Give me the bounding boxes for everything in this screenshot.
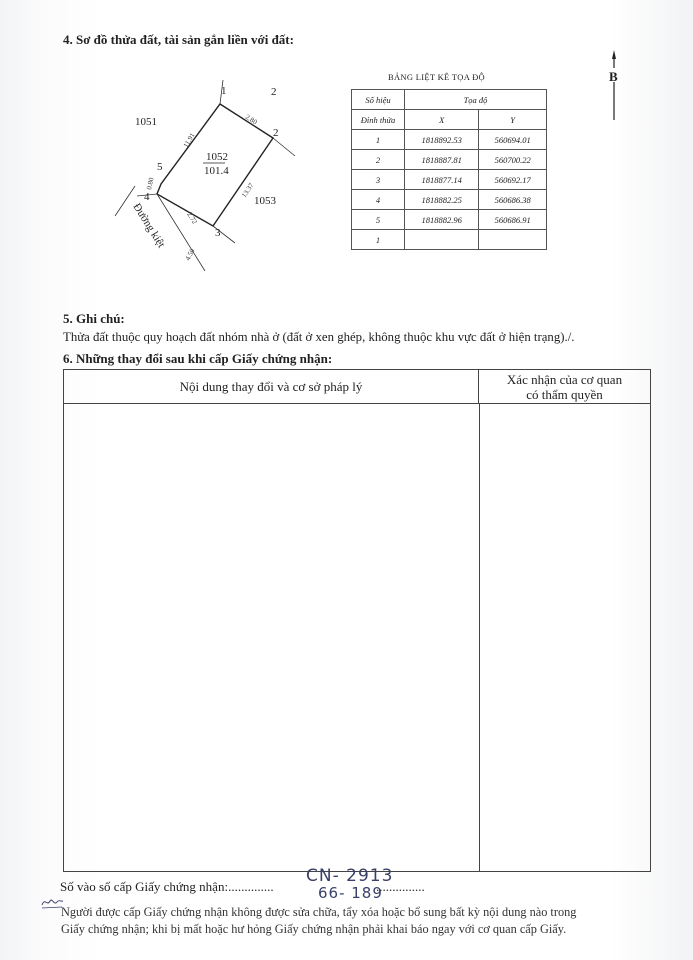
table-row: 4 1818882.25 560686.38 [352, 190, 547, 210]
road-name: Đường kiệt [130, 201, 168, 250]
vertex-2-top: 2 [271, 86, 277, 98]
section6-title: 6. Những thay đổi sau khi cấp Giấy chứng nhận: [63, 351, 333, 366]
neighbor-1051: 1051 [135, 116, 157, 128]
north-label: B [609, 69, 618, 84]
coord-table-title: BẢNG LIỆT KÊ TỌA ĐỘ [388, 72, 485, 82]
parcel-number: 1052 [206, 151, 228, 163]
changes-table [63, 369, 651, 872]
road-line [157, 194, 205, 271]
changes-col-confirmation [479, 370, 650, 404]
column-divider [479, 404, 480, 872]
table-row: 3 1818877.14 560692.17 [352, 170, 547, 190]
table-row: 1 1818892.53 560694.01 [352, 130, 547, 150]
edge-label-4-5: 0.80 [145, 176, 156, 191]
coord-header-y: Y [479, 110, 547, 130]
parcel-area: 101.4 [204, 165, 229, 177]
vertex-3: 3 [215, 227, 221, 239]
coord-header-group: Tọa độ [405, 90, 547, 110]
north-arrow-icon [604, 50, 624, 120]
table-row: 2 1818887.81 560700.22 [352, 150, 547, 170]
register-dots: .............. [228, 879, 274, 894]
changes-col-confirmation-line1: Xác nhận của cơ quan [506, 372, 623, 387]
vertex-4: 4 [144, 191, 150, 203]
table-row: 1 [352, 230, 547, 250]
notice-line-1: Người được cấp Giấy chứng nhận không được sửa chữa, tẩy xóa hoặc bổ sung bất kỳ nội dung nào trong [61, 905, 577, 919]
edge-label-1-2: 2.80 [243, 112, 259, 127]
parcel-diagram [95, 78, 315, 283]
section5-note: Thửa đất thuộc quy hoạch đất nhóm nhà ở (đất ở xen ghép, không thuộc khu vực đất ở hiện trạng)./. [63, 330, 575, 344]
handwritten-register-number: CN- 2913 [306, 866, 394, 886]
notice-line-2: Giấy chứng nhận; khi bị mất hoặc hư hỏng Giấy chứng nhận phải khai báo ngay với cơ quan cấp Giấy. [61, 922, 567, 936]
edge-label-2-3: 13.37 [240, 181, 256, 200]
coord-header-x: X [405, 110, 479, 130]
vertex-1: 1 [221, 85, 227, 97]
changes-col-content: Nội dung thay đổi và cơ sở pháp lý [64, 370, 479, 404]
vertex-5: 5 [157, 161, 163, 173]
edge-label-3-4: 2.72 [185, 210, 199, 226]
edge-label-5-1: 11.91 [181, 131, 197, 149]
section5-title: 5. Ghi chú: [63, 311, 125, 326]
changes-col-confirmation-line2: có thẩm quyền [526, 387, 603, 402]
neighbor-1053: 1053 [254, 195, 276, 207]
edge-label-road: 4.50 [183, 247, 197, 262]
vertex-2: 2 [273, 127, 279, 139]
register-dots-end: ............... [376, 879, 425, 894]
coord-table [351, 89, 547, 250]
coord-header-col1-bottom: Đỉnh thửa [352, 110, 405, 130]
register-label: Số vào số cấp Giấy chứng nhận:.............. [60, 879, 274, 894]
ext-line-2 [273, 138, 295, 156]
handwritten-register-suffix: 66- 189 [318, 884, 383, 902]
coord-header-col1-top: Số hiệu [352, 90, 405, 110]
section4-title: 4. Sơ đồ thửa đất, tài sản gắn liền với đất: [63, 32, 294, 47]
ext-line-5 [115, 186, 135, 216]
table-row: 5 1818882.96 560686.91 [352, 210, 547, 230]
